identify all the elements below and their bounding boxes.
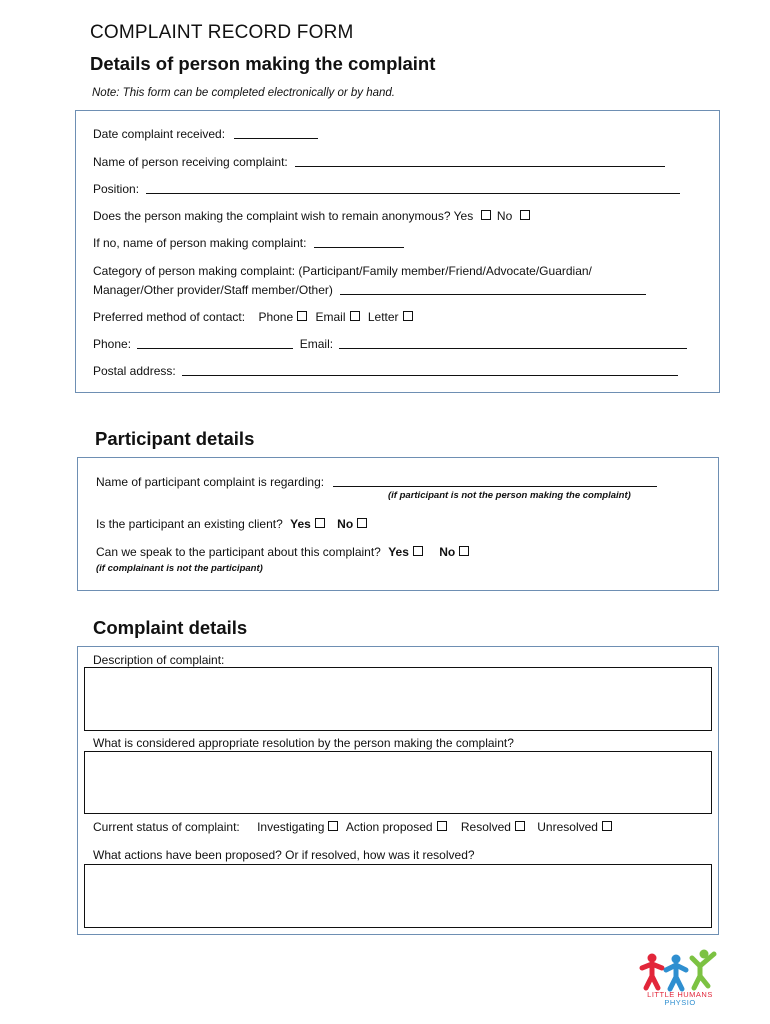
status-investigating-label: Investigating <box>257 820 325 834</box>
contact-method-label: Preferred method of contact: <box>93 310 246 324</box>
status-resolved-label: Resolved <box>460 820 511 834</box>
complainant-name-field[interactable] <box>314 237 404 248</box>
postal-label: Postal address: <box>93 364 176 378</box>
contact-phone-label: Phone <box>258 310 294 324</box>
participant-name-field[interactable] <box>333 476 657 487</box>
existing-client-yes-checkbox[interactable] <box>315 518 325 528</box>
position-row <box>93 182 680 196</box>
date-received-label: Date complaint received: <box>93 127 226 141</box>
anonymous-no-label: No <box>496 209 513 223</box>
email-field[interactable] <box>339 338 687 349</box>
participant-name-note: (if participant is not the person making the complaint) <box>388 490 631 501</box>
anonymous-row <box>93 209 533 223</box>
status-action-label: Action proposed <box>345 820 433 834</box>
status-label: Current status of complaint: <box>93 820 240 834</box>
contact-method-row <box>93 310 416 324</box>
status-action-checkbox[interactable] <box>437 821 447 831</box>
existing-client-no-checkbox[interactable] <box>357 518 367 528</box>
description-textarea[interactable] <box>84 667 712 731</box>
resolution-label: What is considered appropriate resolution by the person making the complaint? <box>93 736 514 750</box>
status-unresolved-checkbox[interactable] <box>602 821 612 831</box>
section2-heading: Participant details <box>95 428 255 449</box>
existing-client-row <box>96 517 370 531</box>
participant-name-label: Name of participant complaint is regarding: <box>96 475 325 489</box>
receiver-name-field[interactable] <box>295 156 665 167</box>
email-label: Email: <box>299 337 334 351</box>
contact-letter-label: Letter <box>367 310 399 324</box>
logo-text-line1: LITTLE HUMANS <box>647 990 713 999</box>
speak-no-label: No <box>439 545 456 559</box>
postal-field[interactable] <box>182 365 678 376</box>
category-field[interactable] <box>340 284 646 295</box>
participant-name-row <box>96 475 657 489</box>
contact-letter-checkbox[interactable] <box>403 311 413 321</box>
postal-row <box>93 364 678 378</box>
category-row <box>93 283 646 297</box>
status-unresolved-label: Unresolved <box>537 820 598 834</box>
contact-email-label: Email <box>315 310 346 324</box>
logo-text-line2: PHYSIO <box>664 998 696 1007</box>
phone-label: Phone: <box>93 337 132 351</box>
speak-question: Can we speak to the participant about this complaint? <box>96 545 381 559</box>
position-label: Position: <box>93 182 140 196</box>
resolution-textarea[interactable] <box>84 751 712 814</box>
section3-heading: Complaint details <box>93 617 248 638</box>
category-label-line1: Category of person making complaint: (Participant/Family member/Friend/Advocate/Guardian/ <box>93 264 592 278</box>
actions-label: What actions have been proposed? Or if resolved, how was it resolved? <box>93 848 475 862</box>
phone-field[interactable] <box>137 338 293 349</box>
speak-yes-label: Yes <box>388 545 409 559</box>
anonymous-yes-checkbox[interactable] <box>481 210 491 220</box>
position-field[interactable] <box>146 183 680 194</box>
status-row <box>93 820 615 834</box>
contact-phone-checkbox[interactable] <box>297 311 307 321</box>
section1-heading: Details of person making the complaint <box>90 53 436 74</box>
speak-no-checkbox[interactable] <box>459 546 469 556</box>
phone-email-row <box>93 337 687 351</box>
date-received-field[interactable] <box>234 128 318 139</box>
form-title: COMPLAINT RECORD FORM <box>90 22 354 43</box>
status-resolved-checkbox[interactable] <box>515 821 525 831</box>
complainant-name-label: If no, name of person making complaint: <box>93 236 307 250</box>
little-humans-logo <box>638 948 722 1007</box>
description-label: Description of complaint: <box>93 653 225 667</box>
date-received-row <box>93 127 318 141</box>
speak-row <box>96 545 472 559</box>
speak-note: (if complainant is not the participant) <box>96 563 263 574</box>
speak-yes-checkbox[interactable] <box>413 546 423 556</box>
logo-figures-icon <box>638 948 722 996</box>
status-investigating-checkbox[interactable] <box>328 821 338 831</box>
contact-email-checkbox[interactable] <box>350 311 360 321</box>
form-note: Note: This form can be completed electronically or by hand. <box>92 87 395 99</box>
existing-client-question: Is the participant an existing client? <box>96 517 283 531</box>
complainant-name-row <box>93 236 404 250</box>
anonymous-question: Does the person making the complaint wish to remain anonymous? Yes <box>93 209 474 223</box>
category-label-line2: Manager/Other provider/Staff member/Other) <box>93 283 333 297</box>
anonymous-no-checkbox[interactable] <box>520 210 530 220</box>
actions-textarea[interactable] <box>84 864 712 928</box>
receiver-name-row <box>93 155 665 169</box>
existing-client-yes-label: Yes <box>290 517 311 531</box>
existing-client-no-label: No <box>337 517 354 531</box>
receiver-name-label: Name of person receiving complaint: <box>93 155 288 169</box>
